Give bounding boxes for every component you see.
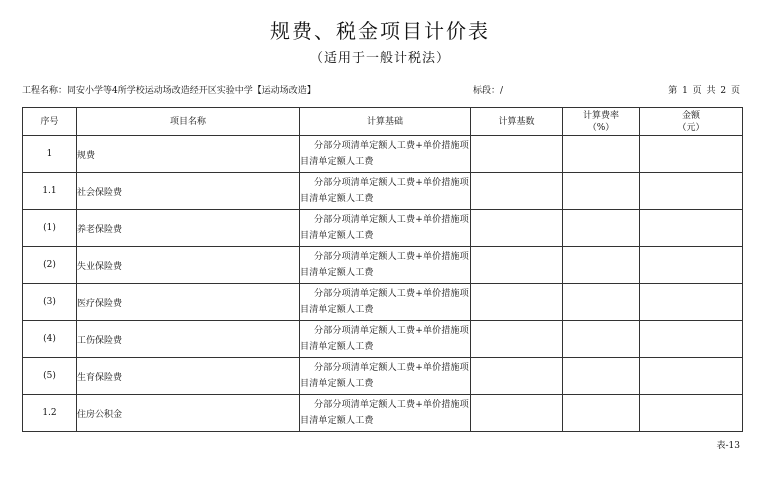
cell-base-amount	[471, 210, 563, 247]
basis-line: 分部分项清单定额人工费+单价措施项	[314, 326, 469, 336]
table-header-row	[23, 108, 743, 136]
header-basis: 计算基础	[300, 108, 471, 136]
basis-line: 分部分项清单定额人工费+单价措施项	[314, 178, 469, 188]
cell-rate	[563, 321, 640, 358]
cell-seq: (2)	[23, 247, 77, 284]
table-row	[23, 321, 743, 358]
cell-rate	[563, 358, 640, 395]
cell-name: 医疗保险费	[77, 284, 300, 321]
cell-seq: (5)	[23, 358, 77, 395]
cell-rate	[563, 210, 640, 247]
cell-rate	[563, 173, 640, 210]
header-amount	[640, 108, 743, 136]
cell-base-amount	[471, 284, 563, 321]
cell-basis	[300, 136, 471, 173]
basis-line: 目清单定额人工费	[300, 342, 374, 352]
table-row	[23, 247, 743, 284]
header-seq: 序号	[23, 108, 77, 136]
header-base-amount: 计算基数	[471, 108, 563, 136]
table-row	[23, 136, 743, 173]
basis-line: 分部分项清单定额人工费+单价措施项	[314, 363, 469, 373]
cell-rate	[563, 395, 640, 432]
header-amount-unit: （元）	[677, 122, 705, 133]
project-name: 工程名称：同安小学等4所学校运动场改造经开区实验中学【运动场改造】	[22, 86, 316, 96]
cell-amount	[640, 210, 743, 247]
cell-amount	[640, 321, 743, 358]
cell-basis	[300, 358, 471, 395]
basis-line: 目清单定额人工费	[300, 157, 374, 167]
cell-seq: (4)	[23, 321, 77, 358]
basis-line: 目清单定额人工费	[300, 268, 374, 278]
table-row	[23, 395, 743, 432]
cell-basis	[300, 284, 471, 321]
table-row	[23, 284, 743, 321]
cell-basis	[300, 321, 471, 358]
page-title: 规费、税金项目计价表	[270, 19, 490, 43]
cell-amount	[640, 358, 743, 395]
section-label: 标段：/	[473, 86, 504, 96]
cell-amount	[640, 284, 743, 321]
cell-rate	[563, 136, 640, 173]
cell-seq: 1.2	[23, 395, 77, 432]
cell-name: 生育保险费	[77, 358, 300, 395]
table-row	[23, 210, 743, 247]
cell-base-amount	[471, 173, 563, 210]
cell-seq: (3)	[23, 284, 77, 321]
cell-basis	[300, 395, 471, 432]
cell-base-amount	[471, 136, 563, 173]
header-rate	[563, 108, 640, 136]
cell-name: 失业保险费	[77, 247, 300, 284]
table-row	[23, 358, 743, 395]
basis-line: 分部分项清单定额人工费+单价措施项	[314, 400, 469, 410]
fee-tax-table	[22, 107, 743, 432]
document-meta	[22, 83, 742, 99]
basis-line: 目清单定额人工费	[300, 194, 374, 204]
basis-line: 目清单定额人工费	[300, 379, 374, 389]
basis-line: 目清单定额人工费	[300, 231, 374, 241]
cell-seq: 1	[23, 136, 77, 173]
cell-name: 养老保险费	[77, 210, 300, 247]
cell-amount	[640, 173, 743, 210]
cell-amount	[640, 247, 743, 284]
cell-basis	[300, 173, 471, 210]
basis-line: 分部分项清单定额人工费+单价措施项	[314, 252, 469, 262]
basis-line: 分部分项清单定额人工费+单价措施项	[314, 215, 469, 225]
cell-name: 规费	[77, 136, 300, 173]
cell-name: 社会保险费	[77, 173, 300, 210]
cell-seq: (1)	[23, 210, 77, 247]
cell-seq: 1.1	[23, 173, 77, 210]
cell-amount	[640, 395, 743, 432]
cell-name: 工伤保险费	[77, 321, 300, 358]
table-code: 表-13	[716, 441, 740, 451]
cell-amount	[640, 136, 743, 173]
basis-line: 目清单定额人工费	[300, 416, 374, 426]
header-rate-unit: （%）	[587, 122, 615, 133]
cell-base-amount	[471, 395, 563, 432]
header-amount-label: 金额	[681, 110, 700, 121]
page-indicator: 第 1 页 共 2 页	[668, 86, 740, 96]
page-subtitle: （适用于一般计税法）	[309, 51, 450, 66]
cell-basis	[300, 247, 471, 284]
basis-line: 分部分项清单定额人工费+单价措施项	[314, 141, 469, 151]
cell-basis	[300, 210, 471, 247]
header-name: 项目名称	[77, 108, 300, 136]
cell-base-amount	[471, 358, 563, 395]
cell-rate	[563, 247, 640, 284]
cell-base-amount	[471, 321, 563, 358]
basis-line: 分部分项清单定额人工费+单价措施项	[314, 289, 469, 299]
table-row	[23, 173, 743, 210]
cell-base-amount	[471, 247, 563, 284]
basis-line: 目清单定额人工费	[300, 305, 374, 315]
cell-rate	[563, 284, 640, 321]
header-rate-label: 计算费率	[582, 110, 619, 121]
cell-name: 住房公积金	[77, 395, 300, 432]
